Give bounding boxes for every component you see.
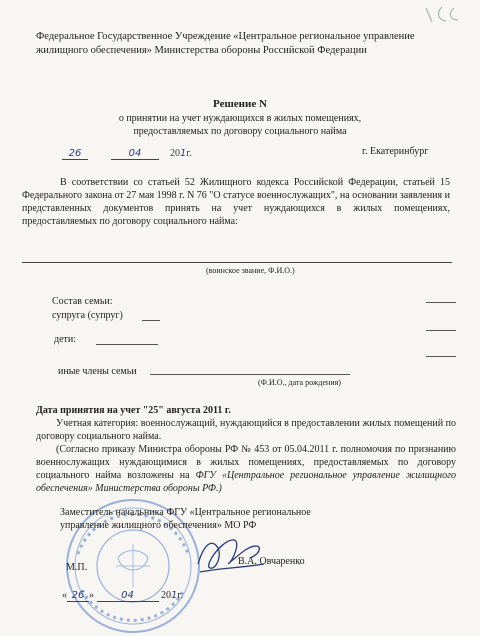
date-year-prefix: 20 bbox=[170, 148, 180, 159]
corner-handwriting bbox=[420, 4, 476, 26]
decision-body: В соответствии со статьей 52 Жилищного кодекса Российской Федерации, статьей 15 Федерального закона от 27 мая 1998 г. N 76 "О статусе военнослужащих", на основании заявления и представленных документов принять на учет нуждающихся в жилых помещениях, предоставляемых по договору социального найма: bbox=[22, 177, 450, 227]
registration-note bbox=[36, 443, 456, 495]
sig-date-g: г. bbox=[177, 590, 183, 601]
quote-open: « bbox=[62, 590, 67, 601]
date-year-suffix: 1 bbox=[180, 148, 187, 159]
sig-date-year-prefix: 20 bbox=[161, 590, 171, 601]
children-label: дети: bbox=[54, 334, 77, 345]
registration-category: Учетная категория: военнослужащий, нуждающийся в предоставлении жилых помещений по договору социального найма. bbox=[36, 418, 456, 442]
position-line-2: управление жилищного обеспечения» МО РФ bbox=[60, 520, 257, 531]
registration-section bbox=[36, 404, 456, 495]
rank-caption: (воинское звание, Ф.И.О.) bbox=[206, 266, 295, 275]
date-month: 04 bbox=[111, 148, 159, 160]
family-heading: Состав семьи: bbox=[52, 296, 113, 307]
org-line-1: Федеральное Государственное Учреждение «Центральное региональное управление bbox=[36, 31, 415, 42]
sig-date-year-suffix: 1 bbox=[171, 590, 178, 601]
sig-date-day: 26 bbox=[67, 590, 89, 602]
children-line-right bbox=[426, 356, 456, 357]
decision-title: Решение N bbox=[213, 98, 267, 110]
family-heading-line bbox=[426, 302, 456, 303]
other-members-caption: (Ф.И.О., дата рождения) bbox=[258, 378, 341, 387]
date-g: г. bbox=[186, 148, 192, 159]
position-line-1: Заместитель начальника ФГУ «Центральное региональное bbox=[60, 507, 311, 518]
subtitle-line-1: о принятии на учет нуждающихся в жилых помещениях, bbox=[118, 113, 362, 124]
spouse-line bbox=[142, 320, 160, 321]
children-line bbox=[96, 344, 158, 345]
spouse-label: супруга (супруг) bbox=[52, 310, 123, 321]
rank-name-line bbox=[22, 262, 452, 263]
registration-date: Дата принятия на учет "25" августа 2011 г. bbox=[36, 405, 231, 416]
signature-date bbox=[62, 590, 183, 602]
organization-header bbox=[36, 30, 456, 58]
subtitle-line-2: предоставляемых по договору социального найма bbox=[133, 126, 347, 137]
signatory-name: В.А. Овчаренко bbox=[238, 556, 305, 567]
note-italic: ФГУ «Центральное региональное управление жилищного обеспечения» Министерства обороны РФ.) bbox=[36, 470, 456, 494]
note-plain: (Согласно приказу Министра обороны РФ № 453 от 05.04.2011 г. полномочия по признанию военнослужащих нуждающимися в жилых помещениях, предоставляемых по договору социального найма возложены на bbox=[36, 444, 456, 481]
org-line-2: жилищного обеспечения» Министерства обороны Российской Федерации bbox=[36, 45, 367, 56]
decision-subtitle bbox=[0, 112, 480, 138]
other-members-line bbox=[150, 374, 350, 375]
spouse-line-right bbox=[426, 330, 456, 331]
stamp-place-label: М.П. bbox=[66, 562, 88, 573]
handwritten-signature bbox=[190, 524, 270, 580]
date-day: 26 bbox=[62, 148, 88, 160]
city: г. Екатеринбург bbox=[362, 146, 429, 157]
quote-close: » bbox=[89, 590, 94, 601]
other-members-label: иные члены семьи bbox=[58, 366, 137, 377]
sig-date-month: 04 bbox=[97, 590, 159, 602]
decision-date bbox=[62, 148, 192, 160]
